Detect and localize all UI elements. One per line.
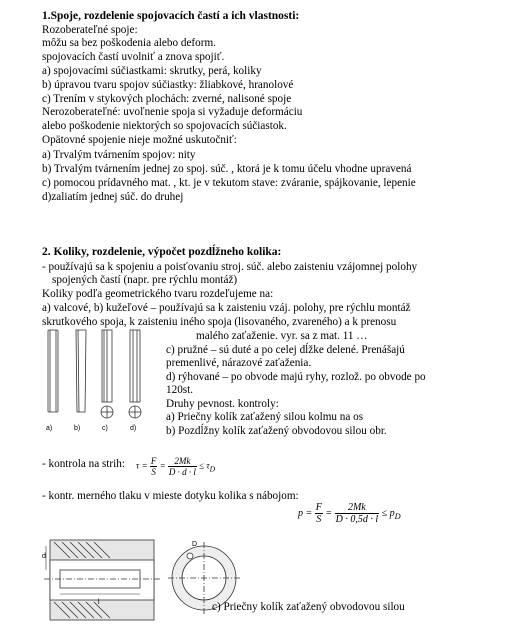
grooved-pin bbox=[129, 330, 141, 418]
hub-section bbox=[44, 540, 160, 620]
dimension-d: d bbox=[42, 553, 46, 560]
shear-formula: τ = $\frac{F}{S}$ = $\frac{2Mk}{D \cdot d \cdot l}$ ≤ $\tau_D$ bbox=[136, 456, 215, 477]
text-line: Koliky podľa geometrického tvaru rozdeľujeme na: bbox=[42, 288, 274, 300]
section1-title: 1.Spoje, rozdelenie spojovacích častí a ich vlastnosti: bbox=[42, 10, 300, 22]
pin-assembly-drawing bbox=[40, 532, 240, 630]
tapered-pin bbox=[76, 330, 86, 412]
fraction: $\frac{F}{S}$ bbox=[315, 502, 322, 525]
section2-title: 2. Koliky, rozdelenie, výpočet pozdĺžneho kolika: bbox=[42, 246, 282, 258]
formula-lhs: p bbox=[298, 507, 303, 519]
dimension-l: l bbox=[98, 599, 100, 606]
text-line: a) valcové, b) kužeľové – používajú sa k zaisteniu vzáj. polohy, pre rýchlu montáž bbox=[42, 302, 411, 314]
text-line: spojovacích častí uvolniť a znova spojiť. bbox=[42, 51, 225, 63]
pin-label-c: c) bbox=[102, 425, 108, 432]
fraction: $\frac{2Mk}{D \cdot 0,5d \cdot l}$ bbox=[335, 502, 379, 525]
text-line: Druhy pevnost. kontroly: bbox=[166, 398, 279, 410]
formula-rhs: ≤ p bbox=[381, 507, 395, 519]
text-line: skrutkového spoja, k zaisteniu iného spoja (lisovaného, zvareného) a k prenosu bbox=[42, 316, 397, 328]
text-line: b) Trvalým tvárnením jednej zo spoj. súč. , ktorá je k tomu účelu vhodne upravená bbox=[42, 163, 412, 175]
pin-label-a: a) bbox=[46, 425, 53, 432]
pins-figure bbox=[40, 326, 160, 442]
text-line: môžu sa bez poškodenia alebo deform. bbox=[42, 37, 216, 49]
pin-label-d: d) bbox=[130, 425, 137, 432]
text-line: d)zaliatím jednej súč. do druhej bbox=[42, 191, 184, 203]
text-line: spojených častí (napr. pre rýchlu montáž) bbox=[52, 274, 238, 286]
formula-sub: D bbox=[209, 464, 215, 474]
text-line: Opätovné spojenie nieje možné uskutočniť: bbox=[42, 134, 237, 146]
text-line: b) Pozdĺžny kolík zaťažený obvodovou silou obr. bbox=[166, 425, 387, 437]
text-line: - používajú sa k spojeniu a poisťovaniu stroj. súč. alebo zaisteniu vzájomnej polohy bbox=[42, 261, 418, 273]
text-line: Nerozoberateľné: uvoľnenie spoja si vyžaduje deformáciu bbox=[42, 106, 303, 118]
dimension-D: D bbox=[192, 541, 198, 548]
text-line: b) úpravou tvaru spojov súčiastky: žliabkové, hranolové bbox=[42, 79, 294, 91]
text-line: malého zaťaženie. vyr. sa z mat. 11 … bbox=[196, 330, 368, 342]
pressure-label: - kontr. merného tlaku v mieste dotyku kolika s nábojom: bbox=[42, 490, 299, 502]
text-line: a) spojovacími súčiastkami: skrutky, perá, koliky bbox=[42, 65, 262, 77]
fraction: $\frac{F}{S}$ bbox=[150, 456, 157, 477]
fraction: $\frac{2Mk}{D \cdot d \cdot l}$ bbox=[168, 456, 196, 477]
pressure-formula: p = $\frac{F}{S}$ = $\frac{2Mk}{D \cdot 0,5d \cdot l}$ ≤ $p_D$ bbox=[298, 502, 401, 525]
text-line: c) pružné – sú duté a po celej dĺžke delené. Prenášajú bbox=[166, 344, 405, 356]
text-line: c) pomocou prídavného mat. , kt. je v tekutom stave: zváranie, spájkovanie, lepenie bbox=[42, 177, 416, 189]
pin-label-b: b) bbox=[74, 425, 81, 432]
text-line: alebo poškodenie niektorých so spojovacích súčiastok. bbox=[42, 120, 287, 132]
spring-pin bbox=[101, 330, 113, 418]
formula-lhs: τ bbox=[136, 460, 140, 471]
text-line: d) rýhované – po obvode majú ryhy, rozlož. po obvode po bbox=[166, 371, 426, 383]
formula-sub: D bbox=[394, 511, 401, 521]
text-line: c) Trením v stykových plochách: zverné, nalisoné spoje bbox=[42, 93, 292, 105]
cylindrical-pin bbox=[48, 330, 58, 412]
text-line: premenlivé, nárazové zaťaženia. bbox=[166, 357, 312, 369]
shear-label: - kontrola na strih: bbox=[42, 458, 125, 470]
text-line: a) Trvalým tvárnením spojov: nity bbox=[42, 149, 196, 161]
text-line: Rozoberateľné spoje: bbox=[42, 24, 138, 36]
figure-caption: c) Priečny kolík zaťažený obvodovou silou bbox=[212, 601, 405, 613]
text-line: a) Priečny kolík zaťažený silou kolmu na os bbox=[166, 411, 364, 423]
text-line: 120st. bbox=[166, 384, 194, 396]
formula-rhs: ≤ τ bbox=[199, 460, 210, 471]
